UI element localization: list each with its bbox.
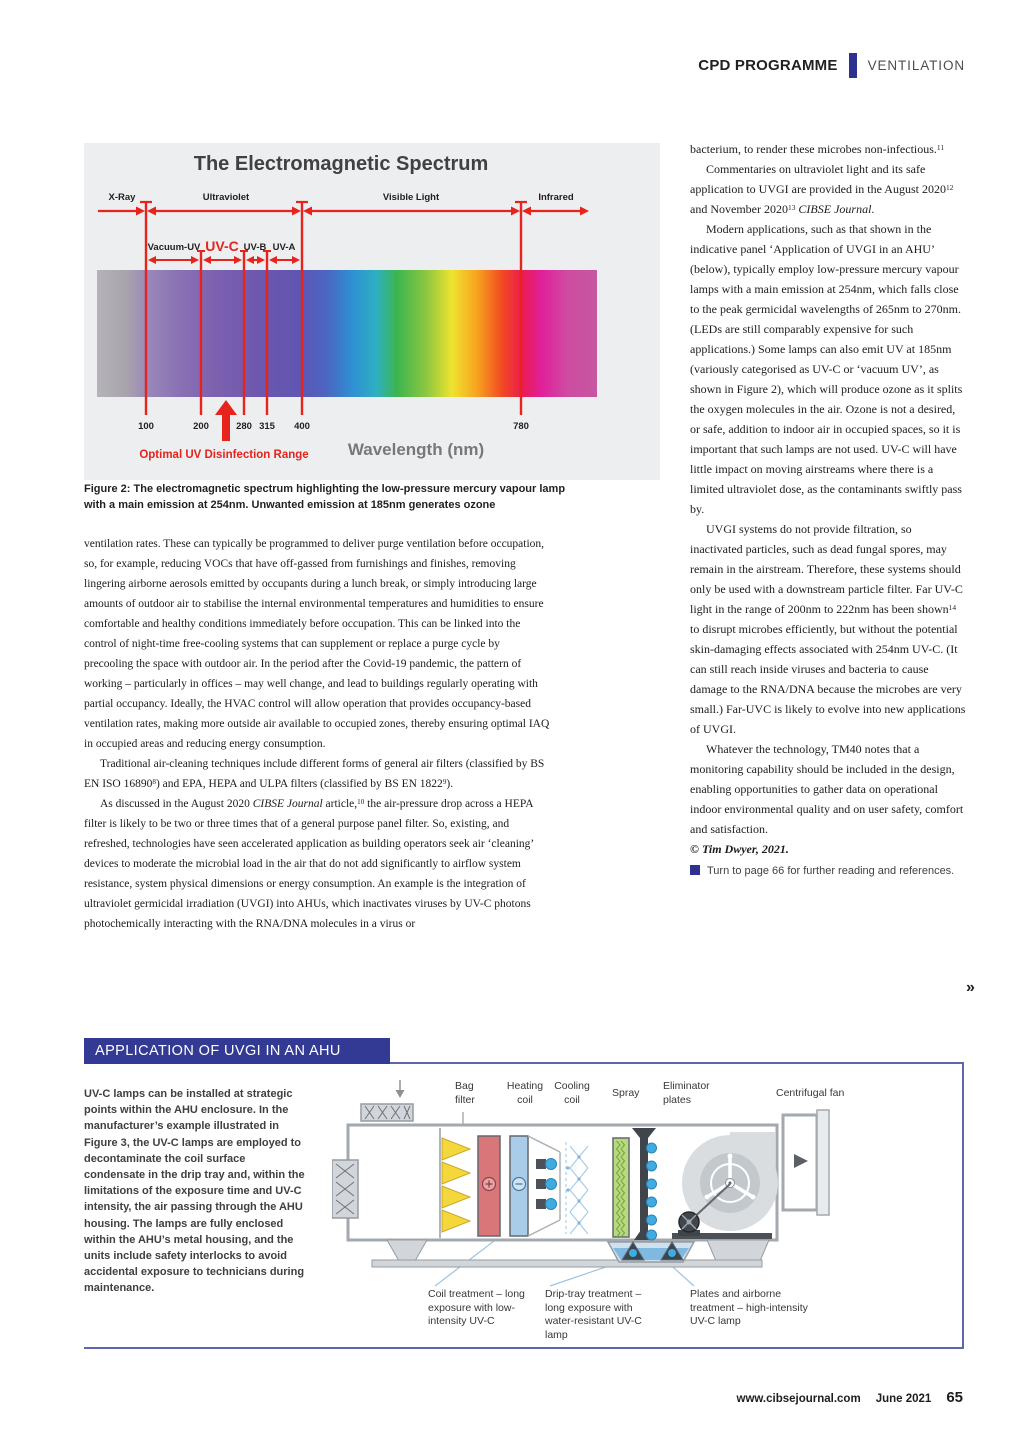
- region-visible-label: Visible Light: [382, 192, 440, 203]
- right-paragraph-3: Modern applications, such as that shown in the indicative panel ‘Application of UVGI in an AHU’ (below), typically employ low-pressure mercury vapour lamps with a main emission at 254nm, which falls close to the peak germicidal wavelengths of 265nm to 270nm. (LEDs are still comparably expensive for such applications.) Some lamps can also emit UV at 185nm (variously categorised as UV-C or ‘vacuum UV’, as shown in Figure 2), which will produce ozone as it splits the oxygen molecules in the air. Ozone is not a desired, or safe, addition to indoor air in occupied spaces, so it is important that such lamps are not used. UV-C will have little impact on moving airstreams where there is a limited ultraviolet dose, as the contaminants swiftly pass by.: [690, 222, 963, 516]
- cooling-coil-shape: [510, 1136, 528, 1236]
- optimal-range-label: Optimal UV Disinfection Range: [139, 449, 309, 461]
- right-paragraph-1: bacterium, to render these microbes non-infectious.$^{11}$: [690, 142, 945, 156]
- intake-arrow-icon: [396, 1080, 405, 1098]
- uv-b-label: UV-B: [243, 242, 267, 253]
- outlet-duct: [783, 1110, 829, 1215]
- drip-tray-shape: [608, 1242, 694, 1262]
- vacuum-uv-label: Vacuum-UV: [147, 242, 201, 253]
- blue-square-icon: [690, 865, 700, 875]
- footer-date: June 2021: [875, 1393, 932, 1405]
- region-xray-label: X-Ray: [108, 192, 136, 203]
- panel-title: APPLICATION OF UVGI IN AN AHU: [84, 1038, 390, 1064]
- label-coil-treatment: Coil treatment – long exposure with low-intensity UV-C: [428, 1288, 525, 1327]
- wavelength-axis-label: Wavelength (nm): [347, 440, 485, 459]
- right-paragraph-4: UVGI systems do not provide filtration, so inactivated particles, such as dead fungal spores, may remain in the airstream. Therefore, these systems should only be used with a downstream particle filter. Far UV-C light in the range of 200nm to 222nm has been shown$^{14}$ to disrupt microbes efficiently, but without the potential skin-damaging effects associated with 254nm UV-C. (It can still reach inside viruses and bacteria to cause damage to the RNA/DNA because the microbes are very small.) Far-UVC is likely to evolve into new applications of UVGI.: [690, 522, 966, 736]
- label-eliminator-plates: Eliminator plates: [663, 1080, 710, 1106]
- tick-100: 100: [138, 421, 154, 432]
- page-header: [698, 53, 965, 78]
- panel-body-text: UV-C lamps can be installed at strategic points within the AHU enclosure. In the manufacturer’s example illustrated in Figure 3, the UV-C lamps are employed to decontaminate the coil surface condensate in the drip tray and, within the limitations of the exposure time and UV-C intensity, the air passing through the AHU housing. The lamps are fully enclosed within the AHU’s metal housing, and the units include safety interlocks to avoid accidental exposure to technicians during maintenance.: [84, 1088, 305, 1295]
- figure2-caption: Figure 2: The electromagnetic spectrum highlighting the low-pressure mercury vapour lamp with a main emission at 254nm. Unwanted emission at 185nm generates ozone: [84, 483, 566, 511]
- header-divider-bar: [849, 53, 857, 78]
- tick-280: 280: [236, 421, 252, 432]
- reference-note: [690, 864, 966, 878]
- page-footer: [737, 1389, 964, 1406]
- footer-url: www.cibsejournal.com: [736, 1393, 861, 1405]
- right-paragraph-2: Commentaries on ultraviolet light and its safe application to UVGI are provided in the August 2020$^{12}$ and November 2020$^{13}$ CIBSE Journal.: [690, 162, 954, 216]
- panel-border-right: [962, 1062, 964, 1349]
- article-right-column: [690, 139, 966, 878]
- panel-border-bottom: [84, 1347, 964, 1349]
- tick-200: 200: [193, 421, 209, 432]
- tick-315: 315: [259, 421, 275, 432]
- label-drip-tray-treatment: Drip-tray treatment – long exposure with water-resistant UV-C lamp: [545, 1288, 642, 1341]
- left-paragraph-2: Traditional air-cleaning techniques include different forms of general air filters (classified by BS EN ISO 16890$^8$) and EPA, HEPA and ULPA filters (classified by BS EN 1822$^9$).: [84, 758, 545, 790]
- figure-title: The Electromagnetic Spectrum: [193, 153, 489, 175]
- base-frame: [372, 1240, 769, 1267]
- label-centrifugal-fan: Centrifugal fan: [776, 1087, 845, 1099]
- tick-400: 400: [294, 421, 310, 432]
- label-cooling-coil: Cooling coil: [554, 1080, 590, 1106]
- ahu-diagram: [332, 1072, 960, 1290]
- right-paragraph-5: Whatever the technology, TM40 notes that a monitoring capability should be included in the design, enabling opportunities to gather data on operational indoor environmental quality and on user safety, comfort and satisfaction.: [690, 742, 964, 836]
- region-uv-label: Ultraviolet: [202, 192, 250, 203]
- left-paragraph-3: As discussed in the August 2020 CIBSE Journal article,$^{10}$ the air-pressure drop across a HEPA filter is likely to be two or three times that of a general purpose panel filter. So, existing, and refreshed, technologies have seen accelerated application as building operators seek air ‘cleaning’ devices to moderate the microbial load in the air that do not add significantly to airflow system resistance, system physical dimensions or energy consumption. An example is the integration of ultraviolet germicidal irradiation (UVGI) into AHUs, which inactivates viruses by UV-C photons photochemically interacting with the RNA/DNA molecules in a virus or: [84, 797, 534, 930]
- uv-c-label: UV-C: [205, 238, 239, 254]
- uv-a-label: UV-A: [272, 242, 296, 253]
- heating-coil-shape: [478, 1136, 500, 1236]
- intake-damper: [361, 1104, 413, 1121]
- region-infrared-label: Infrared: [538, 192, 574, 203]
- header-section: VENTILATION: [867, 58, 965, 73]
- panel-border-top: [390, 1062, 964, 1064]
- label-heating-coil: Heating coil: [506, 1080, 544, 1106]
- label-plates-treatment: Plates and airborne treatment – high-intensity UV-C lamp: [690, 1288, 808, 1327]
- header-programme: CPD PROGRAMME: [698, 57, 838, 74]
- continue-chevrons-icon: »: [966, 979, 975, 996]
- label-bag-filter: Bag filter: [455, 1080, 475, 1106]
- left-paragraph-1: ventilation rates. These can typically be programmed to deliver purge ventilation before occupation, so, for example, reducing VOCs that have off-gassed from furnishings and finishes, removing lingering airborne aerosols emitted by occupants during a lunch break, or simply introducing large amounts of outdoor air to stabilise the internal environmental temperatures and humidities to ensure comfortable and healthy conditions immediately before occupation. This can be linked into the control of night-time free-cooling systems that can supplement or replace a purge cycle by precooling the space with outdoor air. In the period after the Covid-19 pandemic, the pattern of working – particularly in offices – may well change, and lead to buildings regularly operating with partial occupancy. Ideally, the HVAC control will allow operation that provides occupancy-based ventilation rates, making more outside air available to occupied zones, thereby ensuring optimal IAQ in occupied areas and reducing energy consumption.: [84, 538, 550, 750]
- copyright-line: © Tim Dwyer, 2021.: [690, 842, 789, 856]
- footer-page-number: 65: [946, 1389, 963, 1406]
- label-spray: Spray: [612, 1087, 640, 1099]
- reference-text: Turn to page 66 for further reading and references.: [707, 865, 955, 877]
- figure2-spectrum-graphic: [84, 143, 660, 480]
- inlet-damper: [332, 1160, 358, 1218]
- article-left-column: [84, 534, 550, 934]
- tick-780: 780: [513, 421, 529, 432]
- eliminator-plates-shape: [613, 1138, 629, 1237]
